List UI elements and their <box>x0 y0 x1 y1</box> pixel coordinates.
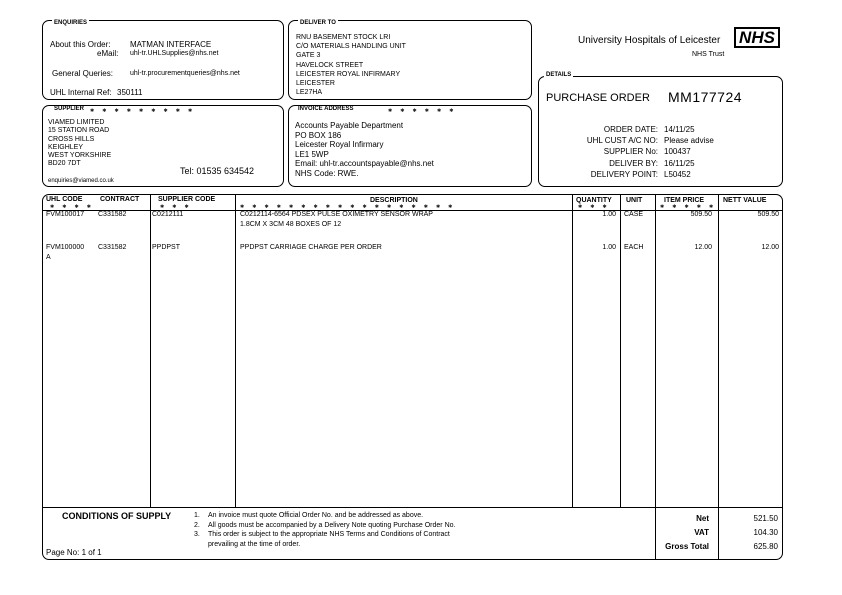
order-number: MM177724 <box>668 89 743 105</box>
trust-label: NHS Trust <box>692 51 725 58</box>
details-rows <box>546 124 778 180</box>
supplier-address-line: 15 STATION ROAD <box>48 127 110 135</box>
invoice-address-line: PO BOX 186 <box>295 130 342 140</box>
invoice-address-lines <box>295 121 434 179</box>
condition-number: 2. <box>194 521 200 529</box>
header-stars: ✱ ✱ ✱ ✱ <box>50 204 92 210</box>
cell-extra: A <box>46 254 51 261</box>
cell-nett-value: 12.00 <box>761 244 779 251</box>
cell-supplier-code: PPDPST <box>152 244 181 251</box>
supplier-email: enquiries@viamed.co.uk <box>48 178 114 184</box>
invoice-address-line: NHS Code: RWE. <box>295 168 359 178</box>
footer-divider <box>718 507 719 560</box>
cell-item-price: 509.50 <box>690 211 712 218</box>
details-label: DELIVER BY: <box>609 158 658 168</box>
condition-item <box>194 511 455 521</box>
condition-text: All goods must be accompanied by a Delivery Note quoting Purchase Order No. <box>208 521 456 529</box>
supplier-title: SUPPLIER <box>54 106 85 112</box>
cell-uhl-code: FVM100000 <box>46 244 85 251</box>
supplier-stars: ✱ ✱ ✱ ✱ ✱ ✱ ✱ ✱ ✱ <box>90 108 193 114</box>
conditions-list <box>194 511 455 549</box>
supplier-tel: Tel: 01535 634542 <box>180 166 255 176</box>
deliver-to-address <box>296 33 406 97</box>
deliver-to-line: GATE 3 <box>296 52 321 60</box>
condition-text: An invoice must quote Official Order No. and be addressed as above. <box>208 512 424 519</box>
col-divider <box>620 194 621 507</box>
supplier-address-line: CROSS HILLS <box>48 135 95 143</box>
condition-number: 3. <box>194 531 200 538</box>
header-nett-value: NETT VALUE <box>723 197 767 204</box>
details-row <box>546 124 778 135</box>
invoice-address-line: Email: uhl-tr.accountspayable@nhs.net <box>295 159 434 169</box>
total-label: VAT <box>694 528 709 537</box>
nhs-logo: NHS <box>734 27 780 48</box>
cell-contract: C331582 <box>98 211 127 218</box>
header-quantity: QUANTITY <box>576 197 612 204</box>
header-item-price: ITEM PRICE <box>664 197 705 204</box>
deliver-to-line: HAVELOCK STREET <box>296 61 364 69</box>
total-label: Gross Total <box>665 542 709 551</box>
supplier-address-line: KEIGHLEY <box>48 143 84 151</box>
supplier-address-line: BD20 7DT <box>48 160 81 168</box>
deliver-to-line: C/O MATERIALS HANDLING UNIT <box>296 43 406 51</box>
condition-number: 1. <box>194 512 200 519</box>
total-value: 521.50 <box>753 514 778 523</box>
org-name: University Hospitals of Leicester <box>578 35 721 46</box>
details-label: DELIVERY POINT: <box>590 169 658 179</box>
supplier-address-line: VIAMED LIMITED <box>48 119 105 126</box>
cell-unit: CASE <box>624 211 644 218</box>
details-label: UHL CUST A/C NO: <box>586 136 658 146</box>
email-label: eMail: <box>97 49 119 58</box>
header-description: DESCRIPTION <box>370 197 418 204</box>
details-row <box>546 169 778 180</box>
invoice-stars: ✱ ✱ ✱ ✱ ✱ ✱ <box>388 108 454 114</box>
cell-unit: EACH <box>624 244 644 251</box>
details-row <box>546 158 778 169</box>
total-value: 104.30 <box>753 528 778 537</box>
details-value: 16/11/25 <box>664 158 695 168</box>
uhl-internal-ref-value: 350111 <box>117 88 143 97</box>
condition-text: This order is subject to the appropriate NHS Terms and Conditions of Contract <box>208 531 450 538</box>
cell-description: PPDPST CARRIAGE CHARGE PER ORDER <box>240 244 382 251</box>
items-table <box>42 194 783 507</box>
header-uhl-code: UHL CODE <box>46 196 83 203</box>
cell-description: 1.8CM X 3CM 48 BOXES OF 12 <box>240 221 342 228</box>
col-divider <box>572 194 573 507</box>
cell-quantity: 1.00 <box>602 244 616 251</box>
header-stars: ✱ ✱ ✱ ✱ ✱ ✱ ✱ ✱ ✱ ✱ ✱ ✱ ✱ ✱ ✱ ✱ ✱ ✱ <box>240 204 453 210</box>
col-divider <box>655 194 656 507</box>
about-order-label: About this Order: <box>50 40 111 49</box>
cell-nett-value: 509.50 <box>757 211 779 218</box>
uhl-internal-ref-label: UHL Internal Ref: <box>50 88 112 97</box>
total-label: Net <box>696 514 709 523</box>
supplier-address-line: WEST YORKSHIRE <box>48 152 112 160</box>
total-value: 625.80 <box>753 542 778 551</box>
header-stars: ✱ ✱ ✱ <box>578 204 608 210</box>
cell-quantity: 1.00 <box>602 211 616 218</box>
condition-item <box>194 530 455 540</box>
deliver-to-line: LE27HA <box>296 89 323 97</box>
header-unit: UNIT <box>626 197 643 204</box>
about-order-value: MATMAN INTERFACE <box>130 40 212 49</box>
invoice-address-title: INVOICE ADDRESS <box>298 106 354 112</box>
cell-item-price: 12.00 <box>694 244 712 251</box>
details-row <box>546 135 778 146</box>
header-supplier-code: SUPPLIER CODE <box>158 196 216 203</box>
col-divider <box>150 194 151 507</box>
details-value: L50452 <box>664 169 691 179</box>
cell-uhl-code: FVM100017 <box>46 211 85 218</box>
details-label: SUPPLIER No: <box>603 147 658 157</box>
enquiries-title: ENQUIRIES <box>54 20 88 26</box>
deliver-to-line: RNU BASEMENT STOCK LRI <box>296 34 391 41</box>
condition-text: prevailing at the time of order. <box>208 540 301 548</box>
deliver-to-line: LEICESTER ROYAL INFIRMARY <box>296 70 401 78</box>
cell-supplier-code: C0212111 <box>152 211 184 218</box>
condition-item <box>194 540 455 550</box>
details-value: 100437 <box>664 147 691 157</box>
invoice-address-line: LE1 5WP <box>295 149 329 159</box>
details-value: Please advise <box>664 136 714 146</box>
condition-number <box>194 540 208 550</box>
col-divider <box>235 194 236 507</box>
col-divider <box>718 194 719 507</box>
supplier-address <box>48 119 111 169</box>
deliver-to-line: LEICESTER <box>296 80 335 88</box>
page-number: Page No: 1 of 1 <box>46 548 102 557</box>
deliver-to-title: DELIVER TO <box>300 20 336 26</box>
condition-item <box>194 521 455 531</box>
cell-description: C0212114-6564 PDSEX PULSE OXIMETRY SENSOR WRAP <box>240 211 433 218</box>
header-stars: ✱ ✱ ✱ <box>160 204 190 210</box>
email-value: uhl-tr.UHLSupplies@nhs.net <box>130 50 219 57</box>
invoice-address-line: Accounts Payable Department <box>295 121 404 130</box>
general-queries-value: uhl-tr.procurementqueries@nhs.net <box>130 70 240 77</box>
details-label: ORDER DATE: <box>603 125 658 134</box>
details-row <box>546 146 778 157</box>
invoice-address-line: Leicester Royal Infirmary <box>295 140 384 150</box>
general-queries-label: General Queries: <box>52 69 113 78</box>
header-stars: ✱ ✱ ✱ ✱ ✱ <box>660 204 714 210</box>
details-title: DETAILS <box>546 72 572 78</box>
details-value: 14/11/25 <box>664 125 695 134</box>
header-contract: CONTRACT <box>100 196 140 203</box>
doc-type: PURCHASE ORDER <box>546 92 650 104</box>
conditions-title: CONDITIONS OF SUPPLY <box>62 511 172 521</box>
cell-contract: C331582 <box>98 244 127 251</box>
